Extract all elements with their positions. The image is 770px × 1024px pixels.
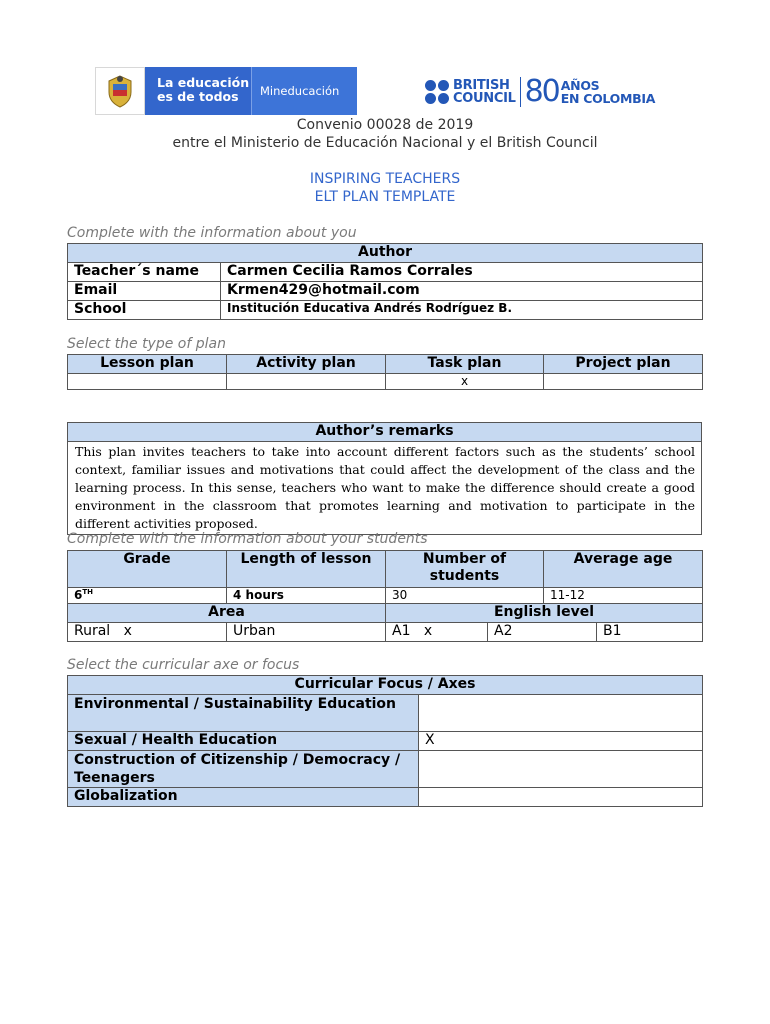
logo-text-line1: La educación xyxy=(157,75,250,90)
author-heading: Author xyxy=(68,244,703,263)
students-intro: Complete with the information about your students xyxy=(67,531,428,547)
curricular-intro: Select the curricular axe or focus xyxy=(67,657,300,673)
email-label: Email xyxy=(68,282,221,301)
remarks-heading: Author’s remarks xyxy=(68,423,702,442)
focus-environmental: Environmental / Sustainability Education xyxy=(68,695,419,732)
urban-cell: Urban xyxy=(227,623,386,642)
bc-line1: BRITISH xyxy=(453,78,510,93)
british-council-dots-icon xyxy=(425,80,449,104)
focus-sexual-health: Sexual / Health Education xyxy=(68,732,419,751)
area-heading: Area xyxy=(68,604,386,623)
rural-mark: x xyxy=(123,623,132,639)
mineducacion-brand: Mineducación xyxy=(251,67,357,115)
b1-cell: B1 xyxy=(597,623,703,642)
remarks-table xyxy=(67,422,702,535)
focus-globalization: Globalization xyxy=(68,788,419,807)
document-subtitle: ELT PLAN TEMPLATE xyxy=(314,189,456,205)
task-plan-mark: x xyxy=(386,374,544,390)
school-label: School xyxy=(68,301,221,320)
rural-cell: Rural x xyxy=(68,623,227,642)
remarks-text: This plan invites teachers to take into account different factors such as the students’ school context, familiar issues and motivations that could affect the development of the class and the learning process. In this sense, teachers who want to make the difference should create a good environment in the classroom that promotes learning and motivation to participate in the different activities proposed. xyxy=(68,442,702,535)
logo-text-line2: es de todos xyxy=(157,89,239,104)
a1-mark: x xyxy=(423,623,433,639)
agreement-parties: entre el Ministerio de Educación Nacional y el British Council xyxy=(172,135,598,151)
bc-eighty: 80 xyxy=(524,74,559,109)
bc-line2: COUNCIL xyxy=(453,91,516,106)
students-table xyxy=(67,550,703,642)
length-header: Length of lesson xyxy=(227,551,386,588)
teacher-name-label: Teacher´s name xyxy=(68,263,221,282)
a1-cell: A1 x xyxy=(386,623,488,642)
activity-plan-header: Activity plan xyxy=(227,355,386,374)
curricular-heading: Curricular Focus / Axes xyxy=(68,676,703,695)
lesson-plan-mark xyxy=(68,374,227,390)
number-value: 30 xyxy=(386,588,544,604)
age-header: Average age xyxy=(544,551,703,588)
email-value: Krmen429@hotmail.com xyxy=(221,282,703,301)
grade-header: Grade xyxy=(68,551,227,588)
project-plan-header: Project plan xyxy=(544,355,703,374)
focus-environmental-mark xyxy=(419,695,703,732)
bc-anos2: EN COLOMBIA xyxy=(560,91,656,106)
number-header: Number of students xyxy=(386,551,544,588)
teacher-name-value: Carmen Cecilia Ramos Corrales xyxy=(221,263,703,282)
a2-cell: A2 xyxy=(488,623,597,642)
document-title: INSPIRING TEACHERS xyxy=(309,171,461,187)
task-plan-header: Task plan xyxy=(386,355,544,374)
plan-type-intro: Select the type of plan xyxy=(67,336,226,352)
project-plan-mark xyxy=(544,374,703,390)
english-level-heading: English level xyxy=(386,604,703,623)
mineducacion-logo xyxy=(95,67,357,115)
activity-plan-mark xyxy=(227,374,386,390)
bc-anos1: AÑOS xyxy=(560,78,600,93)
curricular-table xyxy=(67,675,703,807)
focus-sexual-health-mark: X xyxy=(419,732,703,751)
school-value: Institución Educativa Andrés Rodríguez B. xyxy=(221,301,703,320)
coat-of-arms-icon xyxy=(95,67,145,115)
british-council-logo xyxy=(425,72,665,112)
agreement-line: Convenio 00028 de 2019 xyxy=(296,117,474,133)
length-value: 4 hours xyxy=(227,588,386,604)
lesson-plan-header: Lesson plan xyxy=(68,355,227,374)
age-value: 11-12 xyxy=(544,588,703,604)
author-table xyxy=(67,243,703,320)
author-intro: Complete with the information about you xyxy=(67,225,357,241)
grade-value: 6TH xyxy=(68,588,227,604)
plan-type-table xyxy=(67,354,703,390)
focus-citizenship: Construction of Citizenship / Democracy / Teenagers xyxy=(68,751,419,788)
focus-globalization-mark xyxy=(419,788,703,807)
focus-citizenship-mark xyxy=(419,751,703,788)
